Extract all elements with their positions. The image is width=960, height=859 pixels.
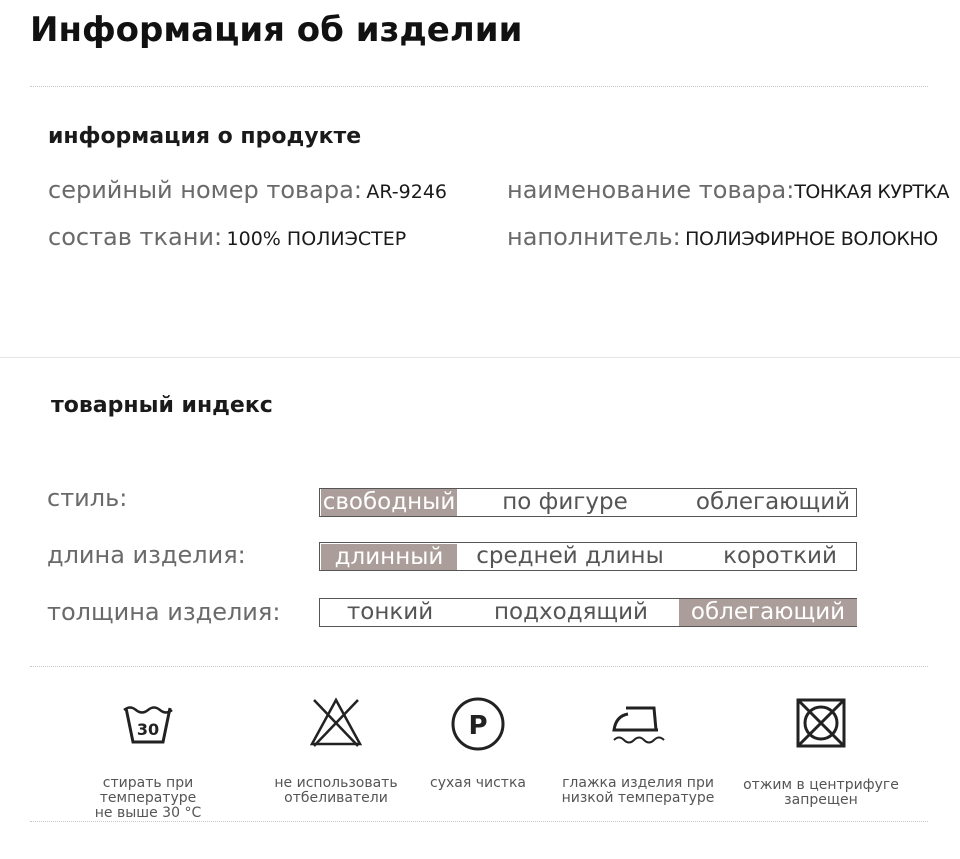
care-item-tumble — [731, 696, 911, 808]
style-option-fitted: по фигуре — [502, 489, 628, 515]
length-scale — [319, 542, 857, 571]
name-row — [507, 176, 949, 204]
style-scale — [319, 488, 857, 517]
no-bleach-icon — [310, 696, 362, 748]
style-option-tight: облегающий — [695, 489, 851, 515]
serial-row — [48, 176, 447, 204]
care-line: отжим в центрифуге — [743, 777, 899, 793]
divider — [30, 666, 928, 667]
divider — [30, 86, 928, 87]
care-text-wash — [58, 776, 238, 821]
care-text-tumble — [731, 778, 911, 808]
thickness-scale — [319, 598, 857, 627]
thickness-option-suitable: подходящий — [494, 599, 648, 625]
care-item-iron — [548, 696, 728, 806]
filler-value: ПОЛИЭФИРНОЕ ВОЛОКНО — [685, 228, 938, 250]
care-line: не выше 30 °C — [94, 805, 202, 821]
length-option-medium: средней длины — [476, 543, 664, 569]
iron-low-icon — [610, 696, 666, 748]
care-line: запрещен — [784, 792, 858, 808]
product-info-heading: информация о продукте — [48, 124, 362, 149]
dry-clean-icon — [450, 696, 506, 752]
care-line: глажка изделия при — [562, 775, 714, 791]
filler-row — [507, 223, 938, 251]
care-line: стирать при температуре — [99, 775, 197, 806]
care-line: сухая чистка — [430, 775, 526, 791]
dryclean-badge: P — [468, 711, 488, 741]
care-item-wash — [58, 696, 238, 821]
thickness-option-thin: тонкий — [346, 599, 434, 625]
care-line: низкой температуре — [561, 790, 715, 806]
no-tumble-dry-icon — [794, 696, 848, 750]
filler-label: наполнитель: — [507, 223, 681, 251]
thickness-label: толщина изделия: — [47, 598, 281, 626]
care-item-dryclean — [388, 696, 568, 791]
fabric-row — [48, 223, 406, 251]
wash-temp-badge: 30 — [136, 720, 160, 739]
length-option-long: длинный — [321, 544, 457, 570]
index-heading: товарный индекс — [51, 393, 273, 418]
style-option-loose: свободный — [322, 489, 456, 515]
care-line: отбеливатели — [284, 790, 388, 806]
length-label: длина изделия: — [47, 541, 246, 569]
care-text-iron — [548, 776, 728, 806]
fabric-label: состав ткани: — [48, 223, 223, 251]
care-line: не использовать — [274, 775, 398, 791]
wash-30-icon — [122, 696, 174, 748]
name-value: ТОНКАЯ КУРТКА — [794, 181, 950, 203]
fabric-value: 100% ПОЛИЭСТЕР — [226, 228, 407, 250]
page-title: Информация об изделии — [30, 10, 523, 50]
divider — [30, 821, 928, 822]
style-label: стиль: — [47, 484, 128, 512]
serial-label: серийный номер товара: — [48, 176, 362, 204]
section-divider — [0, 357, 960, 358]
serial-value: AR-9246 — [366, 181, 448, 203]
thickness-option-tight: облегающий — [679, 599, 857, 626]
care-text-dryclean — [388, 776, 568, 791]
length-option-short: короткий — [723, 543, 837, 569]
name-label: наименование товара: — [507, 176, 795, 204]
